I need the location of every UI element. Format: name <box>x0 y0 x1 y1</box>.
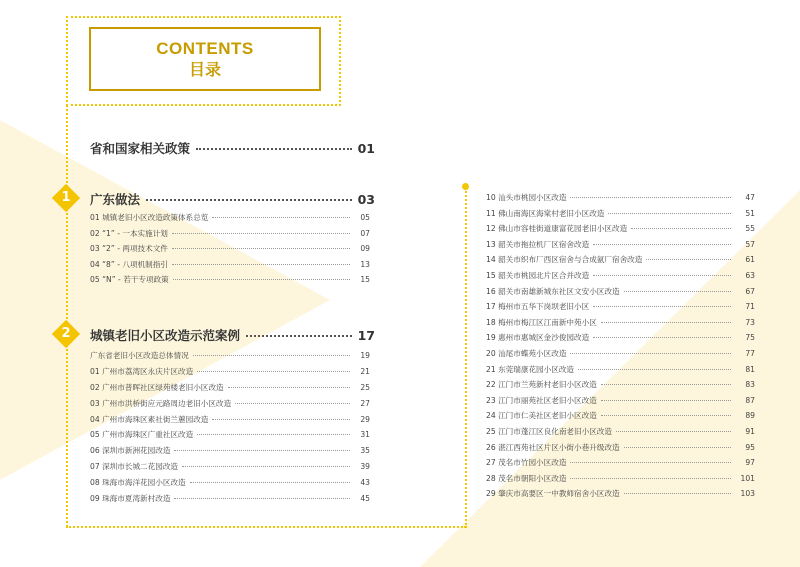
section-2-badge-number: 2 <box>61 326 71 341</box>
list-item[interactable]: 广东省老旧小区改造总体情况 19 <box>90 351 370 360</box>
list-item[interactable]: 12 佛山市容桂街道康富花园老旧小区改造 55 <box>486 224 755 234</box>
middle-dotted-rule <box>465 188 467 528</box>
page-title: CONTENTS <box>156 39 254 58</box>
list-item[interactable]: 11 佛山南海区海棠村老旧小区改造 51 <box>486 208 755 218</box>
list-item[interactable]: 10 汕头市桃园小区改造 47 <box>486 193 755 202</box>
list-item[interactable]: 29 肇庆市高要区一中教师宿舍小区改造 103 <box>486 489 755 499</box>
toc-leader <box>196 148 352 150</box>
toc-section-label: 广东做法 <box>90 192 141 207</box>
list-item[interactable]: 23 江门市丽苑社区老旧小区改造 87 <box>486 395 755 405</box>
list-item[interactable]: 19 惠州市惠城区金沙俊园改造 75 <box>486 333 755 343</box>
list-item[interactable]: 04 广州市海珠区素社街兰蕙园改造 29 <box>90 414 370 424</box>
list-item[interactable]: 28 茂名市朝阳小区改造 101 <box>486 473 755 483</box>
toc-leader <box>146 199 352 201</box>
list-item[interactable]: 01 广州市荔湾区永庆片区改造 21 <box>90 366 370 376</box>
list-item[interactable]: 17 梅州市五华下岗坝老旧小区 71 <box>486 302 755 312</box>
list-item[interactable]: 13 韶关市拖拉机厂区宿舍改造 57 <box>486 239 755 249</box>
list-item[interactable]: 16 韶关市南雄新城东社区文安小区改造 67 <box>486 286 755 296</box>
middle-rule-dot <box>462 183 469 190</box>
list-item[interactable]: 18 梅州市梅江区江南新中苑小区 73 <box>486 317 755 327</box>
toc-leader <box>246 335 352 337</box>
toc-section-page: 03 <box>357 192 375 207</box>
contents-title-box <box>89 27 321 91</box>
toc-section-cases[interactable] <box>90 326 375 344</box>
list-item[interactable]: 02 “1” - 一本实施计划 07 <box>90 228 370 238</box>
list-item[interactable]: 21 东莞瑞康花园小区改造 81 <box>486 364 755 374</box>
list-item[interactable]: 25 江门市蓬江区良化南老旧小区改造 91 <box>486 426 755 436</box>
list-item[interactable]: 08 珠海市海洋花园小区改造 43 <box>90 478 370 488</box>
list-item[interactable]: 01 城镇老旧小区改造政策体系总览 05 <box>90 213 370 222</box>
list-item[interactable]: 03 广州市洪桥街应元路周边老旧小区改造 27 <box>90 398 370 408</box>
toc-section-label: 城镇老旧小区改造示范案例 <box>90 328 241 343</box>
list-item[interactable]: 04 “8” - 八项机制指引 13 <box>90 259 370 269</box>
list-item[interactable]: 22 江门市兰苑新村老旧小区改造 83 <box>486 380 755 390</box>
toc-section-guangdong[interactable] <box>90 190 375 208</box>
guangdong-item-list <box>90 212 370 290</box>
toc-section-page: 01 <box>357 141 375 156</box>
page-title-cn: 目录 <box>188 60 221 79</box>
list-item[interactable]: 27 茂名市竹园小区改造 97 <box>486 458 755 468</box>
left-dotted-rule <box>66 105 68 527</box>
case-item-list-left <box>90 350 370 509</box>
toc-section-page: 17 <box>357 328 375 343</box>
list-item[interactable]: 05 广州市海珠区广重社区改造 31 <box>90 430 370 440</box>
list-item[interactable]: 09 珠海市夏湾新村改造 45 <box>90 494 370 504</box>
list-item[interactable]: 20 汕尾市蝶苑小区改造 77 <box>486 348 755 358</box>
list-item[interactable]: 03 “2” - 两项技术文件 09 <box>90 244 370 253</box>
case-item-list-right <box>486 192 755 504</box>
list-item[interactable]: 14 韶关市织布厂西区宿舍与合成氨厂宿舍改造 61 <box>486 255 755 265</box>
section-1-badge-number: 1 <box>61 190 71 205</box>
list-item[interactable]: 26 湛江西苑社区片区小街小巷升级改造 95 <box>486 442 755 452</box>
bottom-dotted-rule <box>66 526 466 528</box>
toc-section-national-policy[interactable] <box>90 139 375 157</box>
list-item[interactable]: 06 深圳市新洲花园改造 35 <box>90 446 370 456</box>
list-item[interactable]: 24 江门市仁美社区老旧小区改造 89 <box>486 411 755 421</box>
list-item[interactable]: 05 “N” - 若干专项政策 15 <box>90 275 370 284</box>
list-item[interactable]: 02 广州市普晖社区绿苑楼老旧小区改造 25 <box>90 382 370 392</box>
list-item[interactable]: 15 韶关市桃园北片区合并改造 63 <box>486 270 755 280</box>
toc-section-label: 省和国家相关政策 <box>90 141 191 156</box>
list-item[interactable]: 07 深圳市长城二花园改造 39 <box>90 462 370 472</box>
